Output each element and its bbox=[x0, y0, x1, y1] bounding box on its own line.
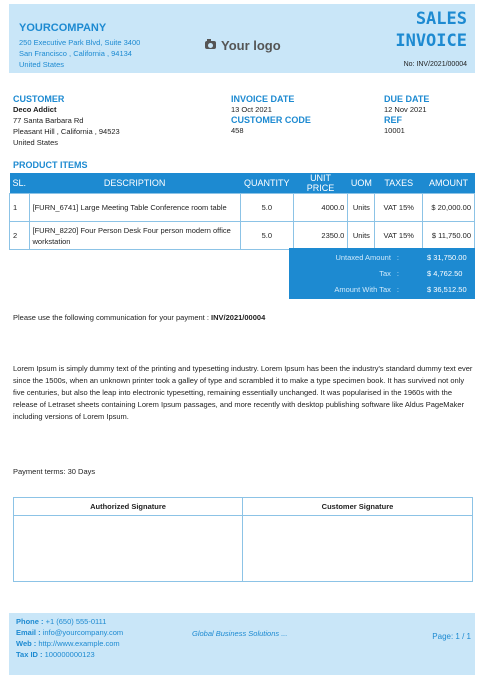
company-address-line: 250 Executive Park Blvd, Suite 3400 bbox=[19, 38, 141, 47]
cell-quantity: 5.0 bbox=[240, 222, 293, 250]
invoice-date-value: 13 Oct 2021 bbox=[231, 105, 272, 114]
payment-reference: INV/2021/00004 bbox=[211, 313, 266, 322]
authorized-signature-area bbox=[14, 498, 243, 581]
signature-box bbox=[13, 497, 473, 582]
amount-with-tax-value: $ 36,512.50 bbox=[427, 285, 467, 294]
col-quantity: QUANTITY bbox=[240, 173, 293, 194]
due-date-block bbox=[384, 94, 429, 136]
cell-taxes: VAT 15% bbox=[375, 194, 423, 222]
page-number: Page: 1 / 1 bbox=[432, 632, 471, 641]
items-table bbox=[9, 173, 475, 250]
col-uom: UOM bbox=[348, 173, 375, 194]
cell-uom: Units bbox=[348, 222, 375, 250]
email-value: info@yourcompany.com bbox=[42, 628, 124, 637]
cell-taxes: VAT 15% bbox=[375, 222, 423, 250]
col-taxes: TAXES bbox=[375, 173, 423, 194]
untaxed-amount-label: Untaxed Amount bbox=[335, 253, 391, 262]
tax-label: Tax bbox=[379, 269, 391, 278]
untaxed-amount-row: Untaxed Amount : $ 31,750.00 bbox=[335, 253, 467, 262]
customer-label: CUSTOMER bbox=[13, 94, 65, 104]
document-title bbox=[395, 8, 467, 52]
company-address-line: San Francisco , California , 94134 bbox=[19, 49, 132, 58]
tax-value: $ 4,762.50 bbox=[427, 269, 463, 278]
customer-code-label: CUSTOMER CODE bbox=[231, 115, 311, 125]
company-name: YOURCOMPANY bbox=[19, 22, 107, 34]
payment-communication bbox=[13, 313, 265, 322]
table-header-row bbox=[10, 173, 475, 194]
customer-address-line: 77 Santa Barbara Rd bbox=[13, 116, 84, 125]
company-address-line: United States bbox=[19, 60, 65, 69]
cell-amount: $ 20,000.00 bbox=[423, 194, 475, 222]
payment-terms: Payment terms: 30 Days bbox=[13, 467, 96, 476]
customer-address-line: Pleasant Hill , California , 94523 bbox=[13, 127, 120, 136]
ref-value: 10001 bbox=[384, 126, 405, 135]
amount-with-tax-label: Amount With Tax bbox=[334, 285, 391, 294]
footer-tagline: Global Business Solutions ... bbox=[192, 629, 288, 638]
cell-sl: 1 bbox=[10, 194, 30, 222]
table-row bbox=[10, 222, 475, 250]
notes-paragraph: Lorem Ipsum is simply dummy text of the printing and typesetting industry. Lorem Ipsum has been the industry's standard dummy text ever since the 1500s, when an unknown printer took a galley of type and scrambled it to make a type specimen book. It has survived not only five centuries, but also the leap into electronic typesetting, remaining essentially unchanged. It was popularised in the 1960s with the release of Letraset sheets containing Lorem Ipsum passages, and more recently with desktop publishing software like Aldus PageMaker including versions of Lorem Ipsum. bbox=[13, 364, 473, 421]
footer-contact bbox=[16, 616, 123, 660]
invoice-footer bbox=[9, 613, 475, 675]
cell-unit-price: 2350.0 bbox=[293, 222, 348, 250]
web-label: Web : bbox=[16, 639, 37, 648]
tax-id-value: 100000000123 bbox=[44, 650, 95, 659]
untaxed-amount-value: $ 31,750.00 bbox=[427, 253, 467, 262]
document-title-line: SALES bbox=[415, 9, 467, 29]
cell-uom: Units bbox=[348, 194, 375, 222]
col-unit-price: UNIT PRICE bbox=[293, 173, 348, 194]
ref-label: REF bbox=[384, 115, 402, 125]
cell-unit-price: 4000.0 bbox=[293, 194, 348, 222]
authorized-signature-label: Authorized Signature bbox=[14, 498, 242, 516]
document-title-line: INVOICE bbox=[395, 31, 467, 51]
cell-description: [FURN_8220] Four Person Desk Four person modern office workstation bbox=[29, 222, 240, 250]
company-address bbox=[19, 37, 140, 70]
invoice-number: No: INV/2021/00004 bbox=[403, 61, 467, 68]
cell-sl: 2 bbox=[10, 222, 30, 250]
due-date-label: DUE DATE bbox=[384, 94, 430, 104]
col-sl: SL. bbox=[10, 173, 30, 194]
customer-signature-area bbox=[243, 498, 472, 581]
customer-signature-label: Customer Signature bbox=[243, 498, 472, 516]
phone-label: Phone : bbox=[16, 617, 44, 626]
invoice-date-block bbox=[231, 94, 311, 136]
customer-code-value: 458 bbox=[231, 126, 244, 135]
product-items-title: PRODUCT ITEMS bbox=[13, 160, 88, 170]
phone-value: +1 (650) 555-0111 bbox=[45, 617, 107, 626]
col-amount: AMOUNT bbox=[423, 173, 475, 194]
cell-quantity: 5.0 bbox=[240, 194, 293, 222]
camera-icon bbox=[205, 41, 216, 49]
amount-with-tax-row: Amount With Tax : $ 36,512.50 bbox=[334, 285, 467, 294]
due-date-value: 12 Nov 2021 bbox=[384, 105, 427, 114]
invoice-date-label: INVOICE DATE bbox=[231, 94, 295, 104]
payment-note-text: Please use the following communication for your payment : bbox=[13, 313, 209, 322]
customer-name: Deco Addict bbox=[13, 105, 57, 114]
company-logo bbox=[205, 38, 281, 53]
tax-id-label: Tax ID : bbox=[16, 650, 43, 659]
logo-text: Your logo bbox=[221, 38, 281, 53]
cell-amount: $ 11,750.00 bbox=[423, 222, 475, 250]
table-row bbox=[10, 194, 475, 222]
web-value: http://www.example.com bbox=[38, 639, 120, 648]
cell-description: [FURN_6741] Large Meeting Table Conference room table bbox=[29, 194, 240, 222]
customer-address-line: United States bbox=[13, 138, 59, 147]
tax-row: Tax : $ 4,762.50 bbox=[379, 269, 463, 278]
col-description: DESCRIPTION bbox=[29, 173, 240, 194]
totals-box bbox=[289, 248, 475, 299]
invoice-header bbox=[9, 4, 475, 73]
email-label: Email : bbox=[16, 628, 41, 637]
customer-block bbox=[13, 94, 120, 148]
